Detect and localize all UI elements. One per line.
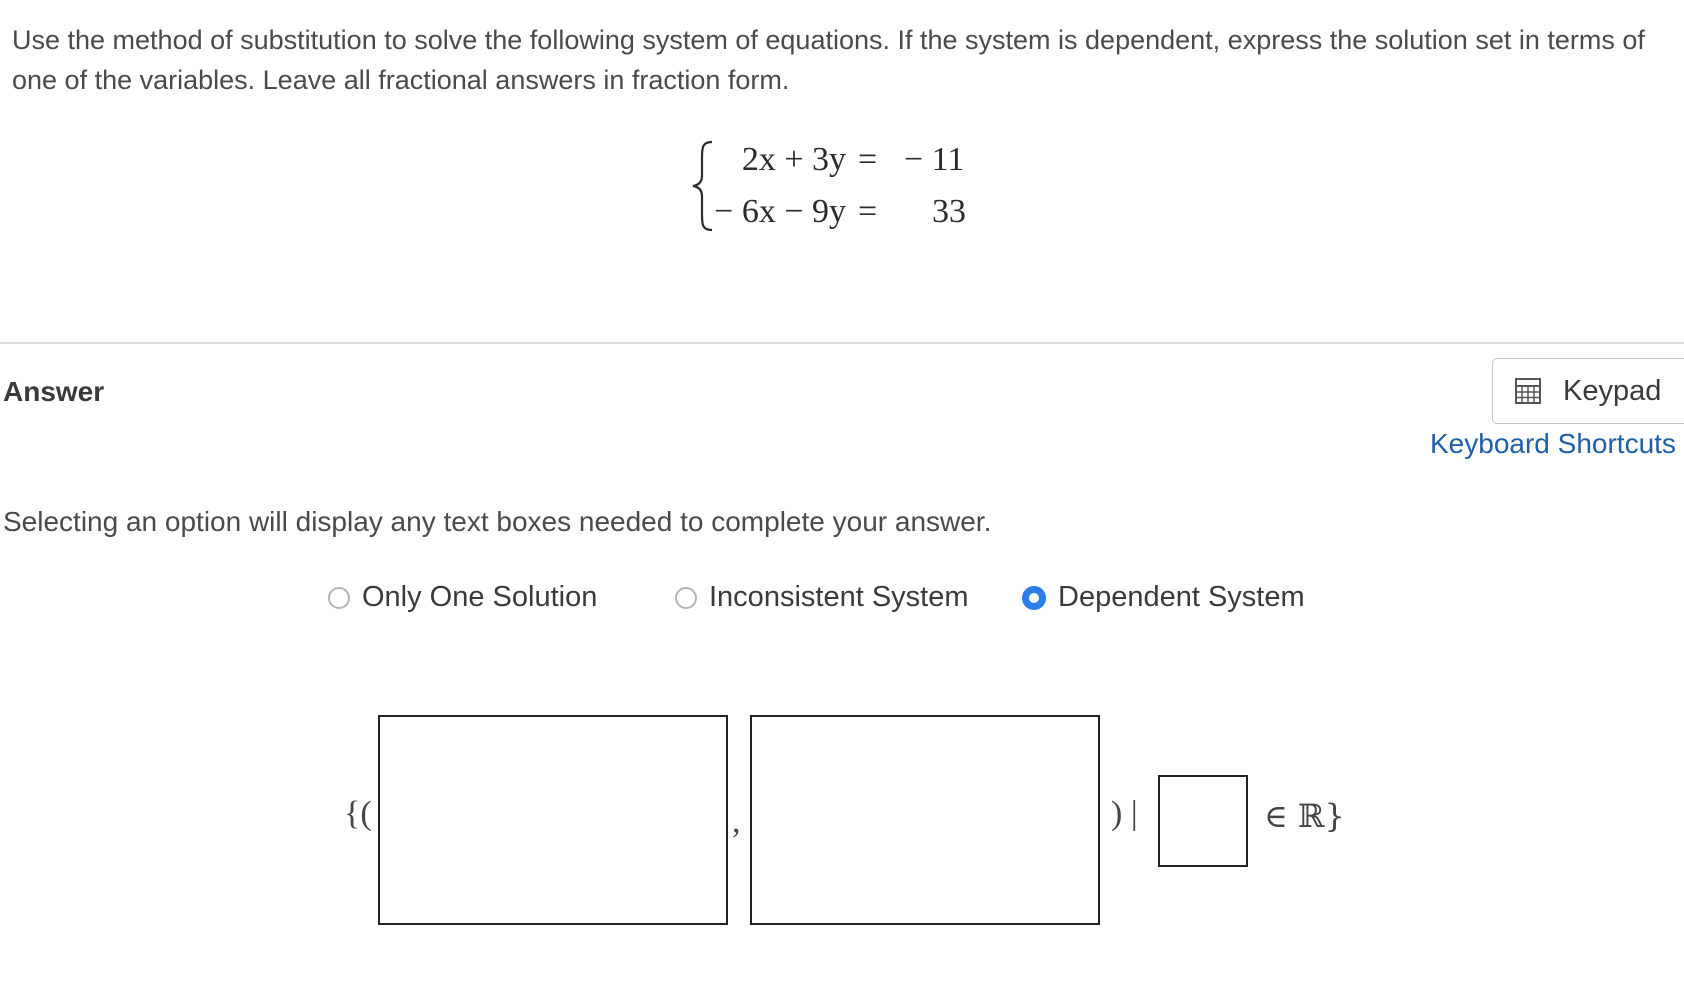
equation-2-lhs: − 6x − 9y <box>714 193 846 230</box>
option-only-one-solution[interactable] <box>328 581 597 614</box>
equation-1-equals: = <box>858 141 878 178</box>
close-paren-such-that: ) | <box>1111 795 1138 832</box>
equation-1-lhs: 2x + 3y <box>741 141 846 178</box>
keypad-label: Keypad <box>1563 374 1662 407</box>
question-prompt: Use the method of substitution to solve the following system of equations. If the system is dependent, express the solution set in terms of one of the variables. Leave all fractional answers in fraction form. <box>12 25 1645 95</box>
equation-2-rhs: 33 <box>932 193 966 230</box>
keyboard-shortcuts-link[interactable]: Keyboard Shortcuts <box>1430 428 1676 459</box>
radio-dependent-system[interactable] <box>1022 586 1046 610</box>
option-inconsistent-system[interactable] <box>675 581 969 614</box>
keypad-button[interactable] <box>1492 358 1684 424</box>
equation-2-equals: = <box>858 193 878 230</box>
radio-only-one-solution[interactable] <box>328 587 350 609</box>
equation-row-2 <box>714 190 1006 234</box>
calculator-icon <box>1515 378 1541 404</box>
solution-set-entry <box>0 715 1684 925</box>
section-divider <box>0 342 1684 344</box>
x-expression-input[interactable] <box>378 715 728 925</box>
coordinate-comma: , <box>732 803 741 840</box>
option-label: Inconsistent System <box>709 581 969 613</box>
answer-instruction: Selecting an option will display any text boxes needed to complete your answer. <box>3 506 992 537</box>
element-of-reals: ∈ ℝ} <box>1264 797 1345 835</box>
option-dependent-system[interactable] <box>1022 581 1305 614</box>
open-set-brace-paren: {( <box>344 795 372 832</box>
solution-type-options <box>0 581 1684 621</box>
y-expression-input[interactable] <box>750 715 1100 925</box>
answer-heading: Answer <box>3 376 105 407</box>
parameter-variable-input[interactable] <box>1158 775 1248 867</box>
equation-1-rhs: − 11 <box>904 141 965 178</box>
equation-system <box>688 138 1008 238</box>
option-label: Dependent System <box>1058 581 1305 613</box>
option-label: Only One Solution <box>362 581 598 613</box>
radio-inconsistent-system[interactable] <box>675 587 697 609</box>
equation-row-1 <box>726 138 1006 182</box>
